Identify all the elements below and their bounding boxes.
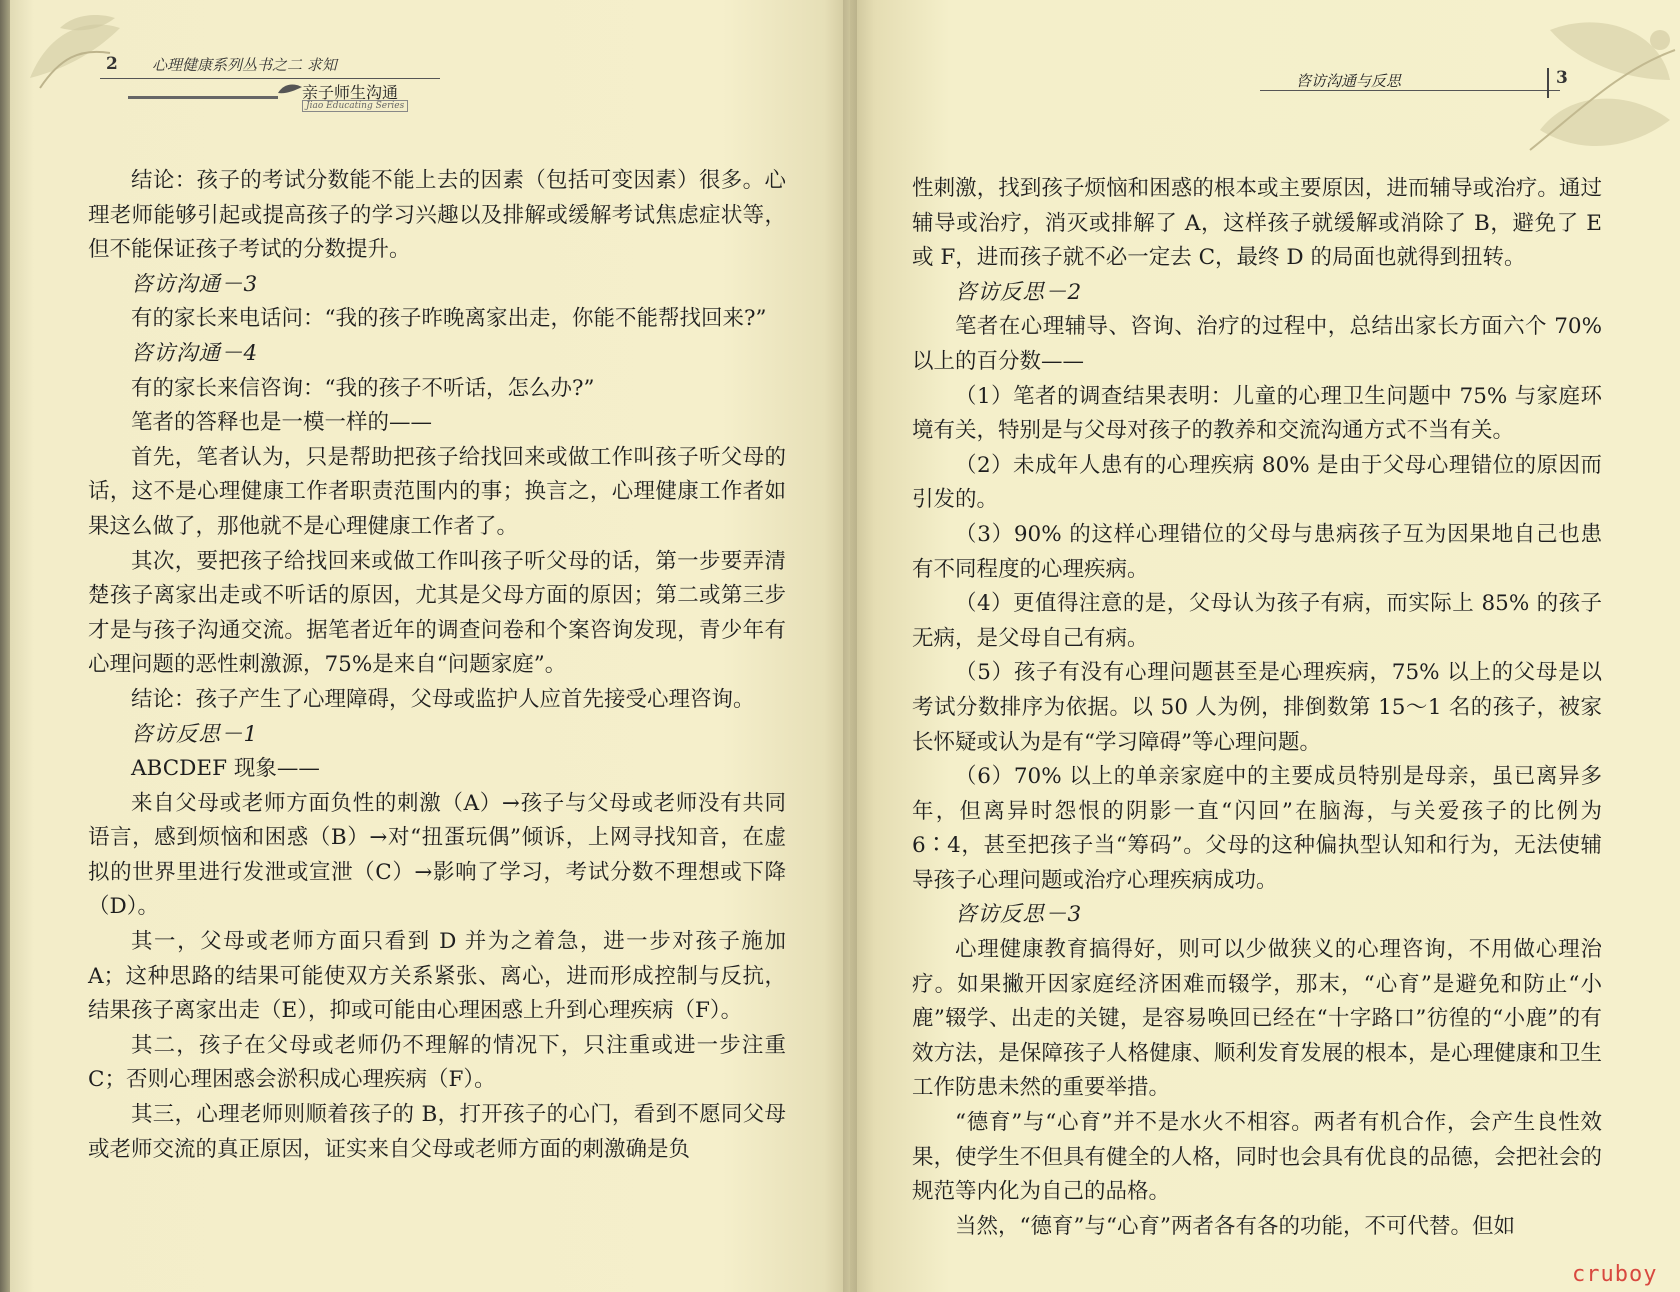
header-rule	[1260, 90, 1560, 91]
book-gutter	[843, 0, 857, 1292]
paragraph: （5）孩子有没有心理问题甚至是心理疾病，75% 以上的父母是以考试分数排序为依据。以 50 人为例，排倒数第 15～1 名的孩子，被家长怀疑或认为是有“学习障碍”等心理问题。	[912, 660, 1602, 755]
watermark: cruboy	[1572, 1262, 1658, 1287]
right-body-text	[912, 172, 1602, 1244]
section-heading: 咨访沟通－4	[131, 340, 259, 366]
paragraph: （3）90% 的这样心理错位的父母与患病孩子互为因果地自己也患有不同程度的心理疾病。	[912, 521, 1602, 582]
paragraph: （4）更值得注意的是，父母认为孩子有病，而实际上 85% 的孩子无病，是父母自己有病。	[912, 591, 1602, 651]
paragraph: 结论：孩子产生了心理障碍，父母或监护人应首先接受心理咨询。	[131, 686, 755, 712]
book-edge	[0, 0, 10, 1292]
paragraph: ABCDEF 现象——	[131, 756, 320, 782]
header-divider	[1547, 68, 1549, 98]
left-running-header	[40, 44, 420, 114]
chapter-title: 咨访沟通与反思	[1296, 72, 1402, 90]
book-subtitle-en: Jiao Educating Series	[302, 100, 408, 112]
paragraph: 其一，父母或老师方面只看到 D 并为之着急，进一步对孩子施加 A；这种思路的结果可能使双方关系紧张、离心，进而形成控制与反抗，结果孩子离家出走（E），抑或可能由心理困惑上升到心理疾病（F）。	[88, 929, 786, 1024]
feather-icon	[276, 81, 304, 97]
page-number: 3	[1556, 68, 1568, 88]
paragraph: 首先，笔者认为，只是帮助把孩子给找回来或做工作叫孩子听父母的话，这不是心理健康工作者职责范围内的事；换言之，心理健康工作者如果这么做了，那他就不是心理健康工作者了。	[88, 444, 786, 539]
paragraph: 有的家长来信咨询：“我的孩子不听话，怎么办?”	[131, 375, 595, 401]
paragraph: 结论：孩子的考试分数能不能上去的因素（包括可变因素）很多。心理老师能够引起或提高孩子的学习兴趣以及排解或缓解考试焦虑症状等，但不能保证孩子考试的分数提升。	[88, 168, 786, 263]
paragraph: 其三，心理老师则顺着孩子的 B，打开孩子的心门，看到不愿同父母或老师交流的真正原因，证实来自父母或老师方面的刺激确是负	[88, 1102, 786, 1162]
right-running-header	[1260, 66, 1620, 106]
paragraph: 来自父母或老师方面负性的刺激（A）→孩子与父母或老师没有共同语言，感到烦恼和困惑（B）→对“扭蛋玩偶”倾诉，上网寻找知音，在虚拟的世界里进行发泄或宣泄（C）→影响了学习，考试分数不理想或下降（D）。	[88, 790, 786, 920]
paragraph: 有的家长来电话问：“我的孩子昨晚离家出走，你能不能帮找回来?”	[131, 306, 767, 332]
paragraph: （2）未成年人患有的心理疾病 80% 是由于父母心理错位的原因而引发的。	[912, 452, 1602, 513]
paragraph: 笔者在心理辅导、咨询、治疗的过程中，总结出家长方面六个 70% 以上的百分数——	[912, 314, 1602, 374]
paragraph: 性刺激，找到孩子烦恼和困惑的根本或主要原因，进而辅导或治疗。通过辅导或治疗，消灭或排解了 A，这样孩子就缓解或消除了 B，避免了 E 或 F，进而孩子就不必一定去 C，最终 D 的局面也就得到扭转。	[912, 176, 1602, 271]
section-heading: 咨访反思－2	[955, 279, 1083, 305]
paragraph: 其次，要把孩子给找回来或做工作叫孩子听父母的话，第一步要弄清楚孩子离家出走或不听话的原因，尤其是父母方面的原因；第二或第三步才是与孩子沟通交流。据笔者近年的调查问卷和个案咨询发现，青少年有心理问题的恶性刺激源，75%是来自“问题家庭”。	[88, 548, 786, 678]
page-number: 2	[106, 54, 118, 74]
paragraph: 笔者的答释也是一模一样的——	[131, 410, 433, 436]
section-heading: 咨访反思－3	[955, 902, 1083, 928]
header-rule	[100, 78, 440, 79]
paragraph: 心理健康教育搞得好，则可以少做狭义的心理咨询，不用做心理治疗。如果撇开因家庭经济困难而辍学，那末，“心育”是避免和防止“小鹿”辍学、出走的关键，是容易唤回已经在“十字路口”彷徨的“小鹿”的有效方法，是保障孩子人格健康、顺利发育发展的根本，是心理健康和卫生工作防患未然的重要举措。	[912, 937, 1602, 1101]
paragraph: （1）笔者的调查结果表明：儿童的心理卫生问题中 75% 与家庭环境有关，特别是与父母对孩子的教养和交流沟通方式不当有关。	[912, 383, 1602, 444]
header-bar	[128, 96, 278, 99]
paragraph: （6）70% 以上的单亲家庭中的主要成员特别是母亲，虽已离异多年，但离异时怨恨的阴影一直“闪回”在脑海，与关爱孩子的比例为 6∶4，甚至把孩子当“筹码”。父母的这种偏执型认知和行为，无法使辅导孩子心理问题或治疗心理疾病成功。	[912, 764, 1602, 893]
paragraph: 当然，“德育”与“心育”两者各有各的功能，不可代替。但如	[955, 1213, 1515, 1239]
book-subtitle: 亲子师生沟通	[302, 83, 399, 102]
series-title: 心理健康系列丛书之二 求知	[152, 56, 337, 74]
paragraph: 其二，孩子在父母或老师仍不理解的情况下，只注重或进一步注重 C；否则心理困惑会淤积成心理疾病（F）。	[88, 1032, 786, 1093]
paragraph: “德育”与“心育”并不是水火不相容。两者有机合作，会产生良性效果，使学生不但具有健全的人格，同时也会具有优良的品德，会把社会的规范等内化为自己的品格。	[912, 1110, 1602, 1205]
section-heading: 咨访反思－1	[131, 721, 259, 747]
left-body-text	[88, 164, 786, 1167]
section-heading: 咨访沟通－3	[131, 271, 259, 297]
